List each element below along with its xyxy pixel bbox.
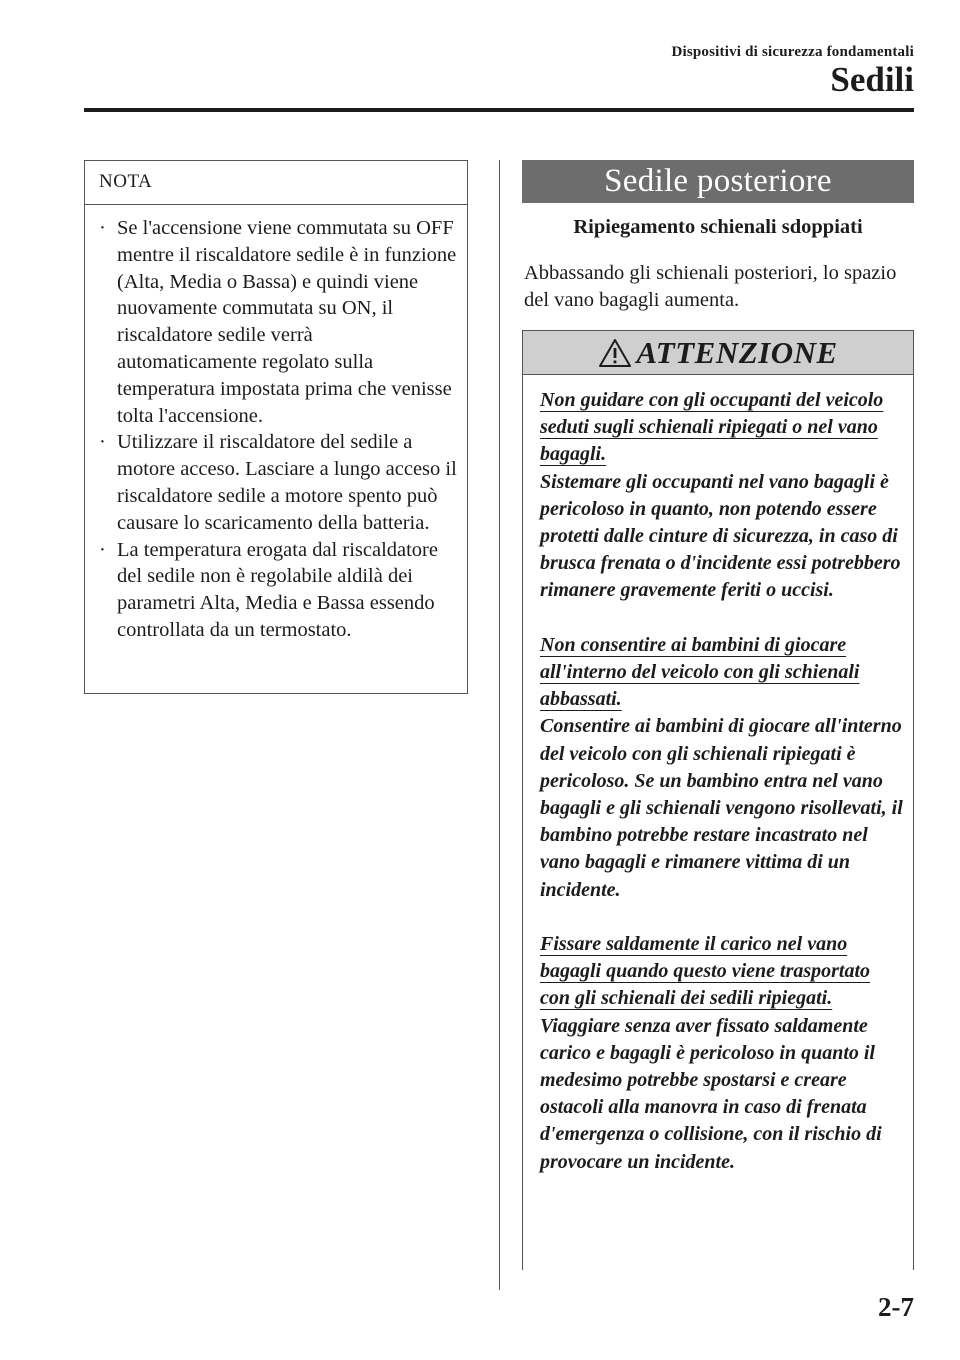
note-box [84,160,468,694]
warning-block [540,387,903,605]
note-item [85,215,457,429]
subsection-heading: Ripiegamento schienali sdoppiati [573,216,863,238]
page-title: Sedili [830,60,914,99]
warning-block [540,931,903,1176]
bullet-icon: · [99,538,106,561]
warning-body [523,375,913,1176]
warning-text: Consentire ai bambini di giocare all'interno del veicolo con gli schienali ripiegati è pericoloso. Se un bambino entra nel vano bagagli e gli schienali vengono risollevati, il bambino potrebbe restare incastrato nel vano bagagli e rimanere vittima di un incidente. [540,715,903,901]
warning-lead: Non consentire ai bambini di giocare all'interno del veicolo con gli schienali abbassati. [540,633,860,711]
page-number: 2-7 [878,1292,914,1322]
chapter-title: Dispositivi di sicurezza fondamentali [671,44,914,60]
bullet-icon: · [99,431,106,454]
warning-box [522,330,914,1270]
warning-lead: Non guidare con gli occupanti del veicolo seduti sugli schienali ripiegati o nel vano bagagli. [540,389,884,466]
note-list [85,205,467,644]
bullet-icon: · [99,217,106,239]
note-title: NOTA [85,161,467,205]
note-item-text: La temperatura erogata dal riscaldatore del sedile non è regolabile aldilà dei parametri Alta, Media e Bassa essendo controllata da un termostato. [117,538,438,641]
note-item-text: Utilizzare il riscaldatore del sedile a motore acceso. Lasciare a lungo acceso il riscaldatore sedile a motore spento può causare lo scaricamento della batteria. [117,431,457,534]
warning-text: Viaggiare senza aver fissato saldamente carico e bagagli è pericoloso in quanto il medesimo potrebbe spostarsi e creare ostacoli alla manovra in caso di frenata d'emergenza o collisione, con il rischio di provocare un incidente. [540,1014,882,1173]
note-item [85,537,457,644]
note-item [85,429,457,536]
intro-paragraph: Abbassando gli schienali posteriori, lo spazio del vano bagagli aumenta. [524,262,897,311]
column-divider [499,160,500,1290]
warning-header [523,331,913,375]
warning-title: ATTENZIONE [636,334,838,370]
warning-text: Sistemare gli occupanti nel vano bagagli è pericoloso in quanto, non potendo essere protetti dalle cinture di sicurezza, in caso di brusca frenata o d'incidente essi potrebbero rimanere gravemente feriti o uccisi. [540,470,901,602]
warning-lead: Fissare saldamente il carico nel vano bagagli quando questo viene trasportato con gli schienali dei sedili ripiegati. [540,933,871,1010]
warning-triangle-icon [598,338,632,368]
section-title: Sedile posteriore [522,160,914,203]
warning-block [540,632,903,904]
note-item-text: Se l'accensione viene commutata su OFF mentre il riscaldatore sedile è in funzione (Alta, Media o Bassa) e quindi viene nuovamente commutata su ON, il riscaldatore sedile verrà automaticamente regolato sulla temperatura impostata prima che venisse tolta l'accensione. [117,217,457,427]
header-divider [84,108,914,112]
